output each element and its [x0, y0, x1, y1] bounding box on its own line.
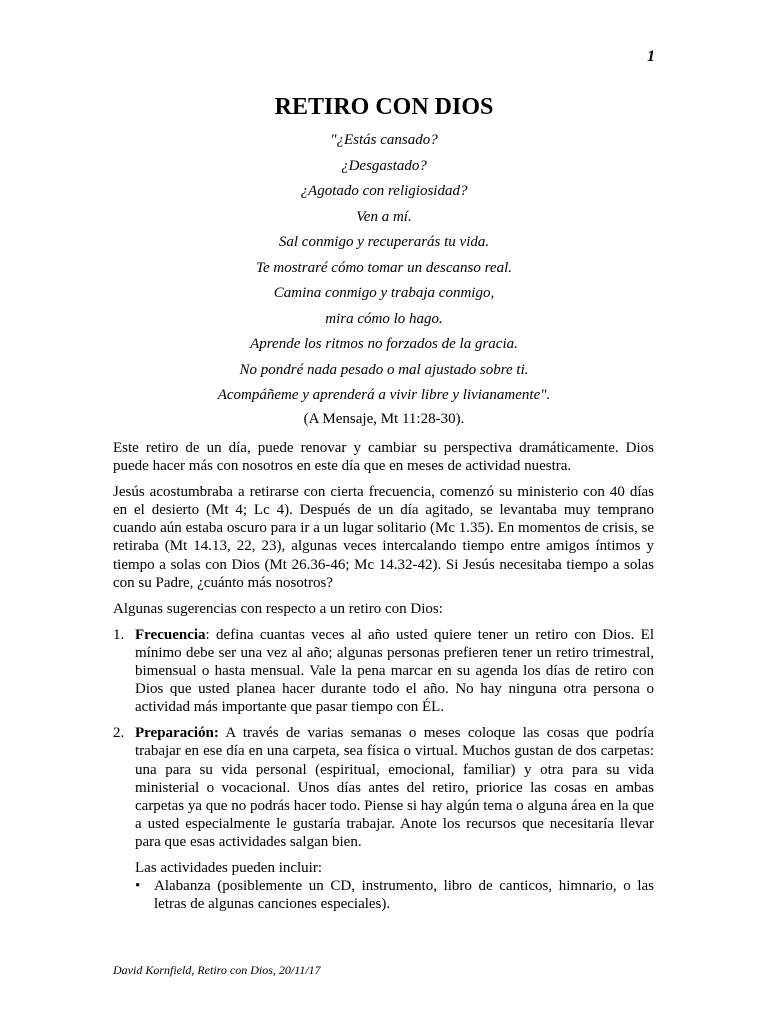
suggestion-item-frecuencia — [113, 626, 654, 716]
poem-line: Sal conmigo y recuperarás tu vida. — [278, 234, 490, 250]
list-number: 2. — [113, 725, 125, 742]
list-number: 1. — [113, 626, 125, 643]
document-title: RETIRO CON DIOS — [274, 94, 494, 120]
bullet-icon: • — [135, 878, 141, 895]
poem-line: Ven a mí. — [356, 208, 412, 225]
page-number: 1 — [647, 48, 655, 65]
activities-list — [135, 877, 654, 913]
suggestion-text: A través de varias semanas o meses coloque las cosas que podría trabajar en ese día en una carpeta, sea física o virtual. Muchos gustan de dos carpetas: una para su vida personal (espiritual, emocional, familiar) y otra para su vida ministerial o vocacional. Unos días antes del retiro, priorice las cosas en ambas carpetas ya que no podrás hacer todo. Piense si hay algún tema o alguna área en la que a usted especialmente le gustaría trabajar. Anote los recursos que necesitaría llevar para que esas actividades salgan bien. — [135, 725, 654, 850]
poem-line: Camina conmigo y trabaja conmigo, — [273, 285, 495, 301]
poem-line: ¿Desgastado? — [341, 157, 427, 174]
paragraph-jesus: Jesús acostumbraba a retirarse con cierta frecuencia, comenzó su ministerio con 40 días en el desierto (Mt 4; Lc 4). Después de un día agitado, se levantaba muy temprano cuando aún estaba oscuro para ir a un lugar solitario (Mc 1.35). En momentos de crisis, se retiraba (Mt 14.13, 22, 23), algunas veces intercalando tiempo entre amigos íntimos y tiempo a solas con Dios (Mt 26.36-46; Mc 14.32-42). Si Jesús necesitaba tiempo a solas con su Padre, ¿cuánto más nosotros? — [113, 484, 654, 591]
page-footer: David Kornfield, Retiro con Dios, 20/11/17 — [113, 963, 321, 977]
suggestions-list — [113, 626, 654, 913]
suggestion-text: : defina cuantas veces al año usted quiere tener un retiro con Dios. El mínimo debe ser una vez al año; algunas personas prefieren tener un retiro trimestral, bimensual o hasta mensual. Vale la pena marcar en su agenda los días de retiro con Dios que usted planea hacer durante todo el año. No hay ninguna otra persona o actividad más importante que pasar tiempo con ÉL. — [135, 626, 654, 716]
activity-item — [135, 877, 654, 913]
activity-text: Alabanza (posiblemente un CD, instrumento, libro de canticos, himnario, o las letras de algunas canciones especiales). — [154, 878, 654, 913]
activities-intro: Las actividades pueden incluir: — [135, 859, 323, 876]
paragraph-suggestions-intro: Algunas sugerencias con respecto a un retiro con Dios: — [113, 600, 443, 617]
suggestion-term: Frecuencia — [135, 626, 206, 643]
poem-citation: (A Mensaje, Mt 11:28-30). — [303, 411, 465, 427]
poem-line: No pondré nada pesado o mal ajustado sobre ti. — [239, 361, 529, 378]
document-body — [113, 439, 654, 921]
poem-line: Acompáñeme y aprenderá a vivir libre y livianamente". — [217, 387, 551, 403]
poem-line: Aprende los ritmos no forzados de la gracia. — [250, 336, 518, 352]
poem-line: mira cómo lo hago. — [325, 310, 443, 327]
paragraph-intro: Este retiro de un día, puede renovar y cambiar su perspectiva dramáticamente. Dios puede hacer más con nosotros en este día que en meses de actividad nuestra. — [113, 440, 654, 475]
suggestion-item-preparacion — [113, 724, 654, 913]
poem-line: "¿Estás cansado? — [330, 132, 438, 148]
suggestion-term: Preparación: — [135, 725, 219, 742]
poem-line: Te mostraré cómo tomar un descanso real. — [256, 259, 512, 276]
epigraph-poem — [0, 130, 768, 411]
poem-line: ¿Agotado con religiosidad? — [300, 183, 468, 199]
